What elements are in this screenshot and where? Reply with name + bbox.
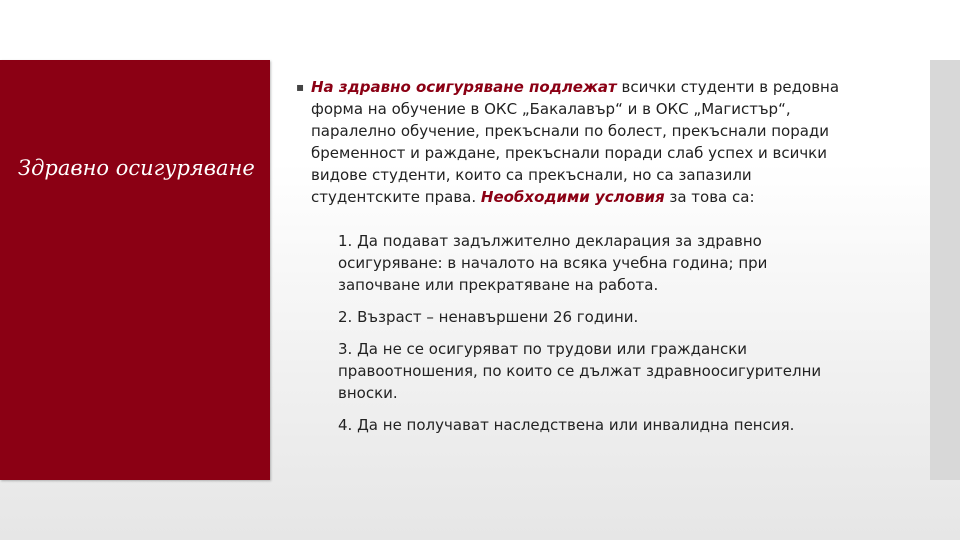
bullet-body-text: всички студенти в редовна форма на обучение в ОКС „Бакалавър“ и в ОКС „Магистър“, паралелно обучение, прекъснали по болест, прекъснали поради бременност и раждане, прекъснали поради слаб успех и всички видове студенти, които са прекъснали, но са запазили студентските права.: [311, 78, 840, 206]
slide-content: [296, 76, 926, 446]
conditions-list: [296, 230, 926, 436]
bullet-tail-text: за това са:: [664, 188, 755, 206]
emphasis-conditions: Необходими условия: [480, 188, 665, 206]
condition-item: 3. Да не се осигуряват по трудови или граждански правоотношения, по които се дължат здравноосигурителни вноски.: [338, 340, 822, 402]
slide-title: Здравно осигуряване: [18, 156, 255, 180]
condition-item: 2. Възраст – ненавършени 26 години.: [338, 308, 639, 326]
right-side-bar: [930, 60, 960, 480]
bullet-marker-icon: ▪: [296, 80, 305, 94]
title-panel: [0, 60, 270, 480]
condition-item: 4. Да не получават наследствена или инвалидна пенсия.: [338, 416, 795, 434]
bullet-paragraph: [296, 76, 856, 208]
condition-item: 1. Да подават задължително декларация за здравно осигуряване: в началото на всяка учебна година; при започване или прекратяване на работа.: [338, 232, 768, 294]
emphasis-lead: На здравно осигуряване подлежат: [311, 78, 617, 96]
